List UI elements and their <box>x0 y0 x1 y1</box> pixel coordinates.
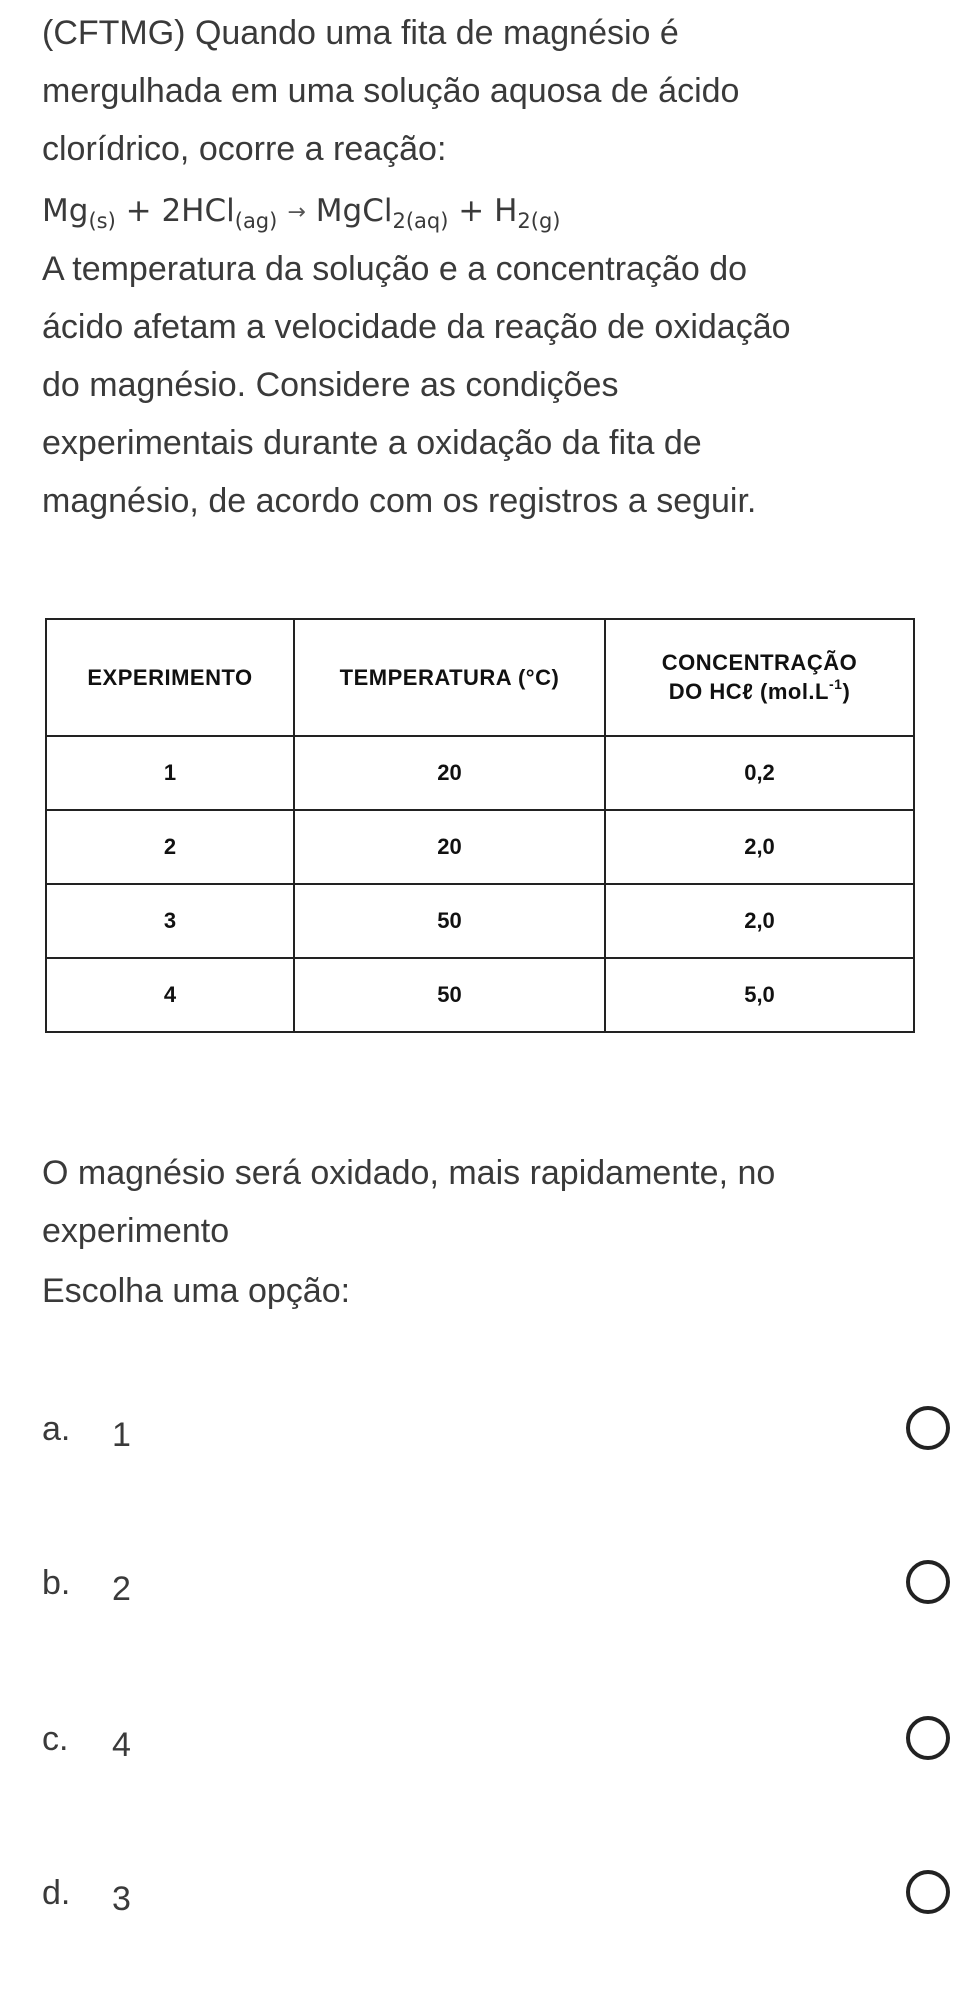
cell-concentration: 2,0 <box>605 884 914 958</box>
intro-line: magnésio, de acordo com os registros a seguir. <box>42 482 757 520</box>
table-row <box>46 884 914 958</box>
table-row <box>46 736 914 810</box>
option-value: 2 <box>112 1570 131 1608</box>
intro-line: ácido afetam a velocidade da reação de oxidação <box>42 308 791 346</box>
choose-prompt: Escolha uma opção: <box>42 1272 351 1310</box>
option-c[interactable] <box>0 1720 980 1840</box>
option-letter: b. <box>42 1564 71 1602</box>
question-intro <box>42 4 942 530</box>
intro-line: experimentais durante a oxidação da fita de <box>42 424 702 462</box>
option-letter: c. <box>42 1720 69 1758</box>
cell-temperature: 50 <box>294 884 605 958</box>
cell-experiment: 1 <box>46 736 294 810</box>
cell-concentration: 0,2 <box>605 736 914 810</box>
intro-line: clorídrico, ocorre a reação: <box>42 130 447 168</box>
cell-temperature: 20 <box>294 810 605 884</box>
option-value: 1 <box>112 1416 131 1454</box>
radio-button-icon[interactable] <box>906 1406 950 1450</box>
cell-experiment: 2 <box>46 810 294 884</box>
reaction-equation: $Mg_{(s)} + 2HCl_{(ag)}$ → MgCl$_{2(aq)}$ + $H_{2(g)}$ <box>42 193 561 233</box>
table-row <box>46 810 914 884</box>
option-b[interactable] <box>0 1564 980 1684</box>
table-row <box>46 958 914 1032</box>
intro-line: mergulhada em uma solução aquosa de ácido <box>42 72 740 110</box>
arrow-icon: → <box>287 200 306 225</box>
intro-line: A temperatura da solução e a concentração do <box>42 250 748 288</box>
cell-temperature: 50 <box>294 958 605 1032</box>
header-experiment: EXPERIMENTO <box>46 619 294 736</box>
radio-button-icon[interactable] <box>906 1560 950 1604</box>
cell-experiment: 4 <box>46 958 294 1032</box>
experiment-table <box>45 618 915 1033</box>
intro-line: (CFTMG) Quando uma fita de magnésio é <box>42 14 679 52</box>
intro-line: do magnésio. Considere as condições <box>42 366 619 404</box>
question-stem <box>42 1144 942 1260</box>
option-value: 4 <box>112 1726 131 1764</box>
option-value: 3 <box>112 1880 131 1918</box>
radio-button-icon[interactable] <box>906 1716 950 1760</box>
option-d[interactable] <box>0 1874 980 1994</box>
header-temperature: TEMPERATURA (°C) <box>294 619 605 736</box>
question-line: experimento <box>42 1212 230 1250</box>
cell-temperature: 20 <box>294 736 605 810</box>
option-letter: a. <box>42 1410 71 1448</box>
table-header-row <box>46 619 914 736</box>
header-concentration: CONCENTRAÇÃO DO HCℓ $(mol.L^{-1})$ <box>605 619 914 736</box>
cell-concentration: 5,0 <box>605 958 914 1032</box>
radio-button-icon[interactable] <box>906 1870 950 1914</box>
cell-concentration: 2,0 <box>605 810 914 884</box>
cell-experiment: 3 <box>46 884 294 958</box>
option-letter: d. <box>42 1874 71 1912</box>
option-a[interactable] <box>0 1410 980 1530</box>
question-line: O magnésio será oxidado, mais rapidamente, no <box>42 1154 776 1192</box>
